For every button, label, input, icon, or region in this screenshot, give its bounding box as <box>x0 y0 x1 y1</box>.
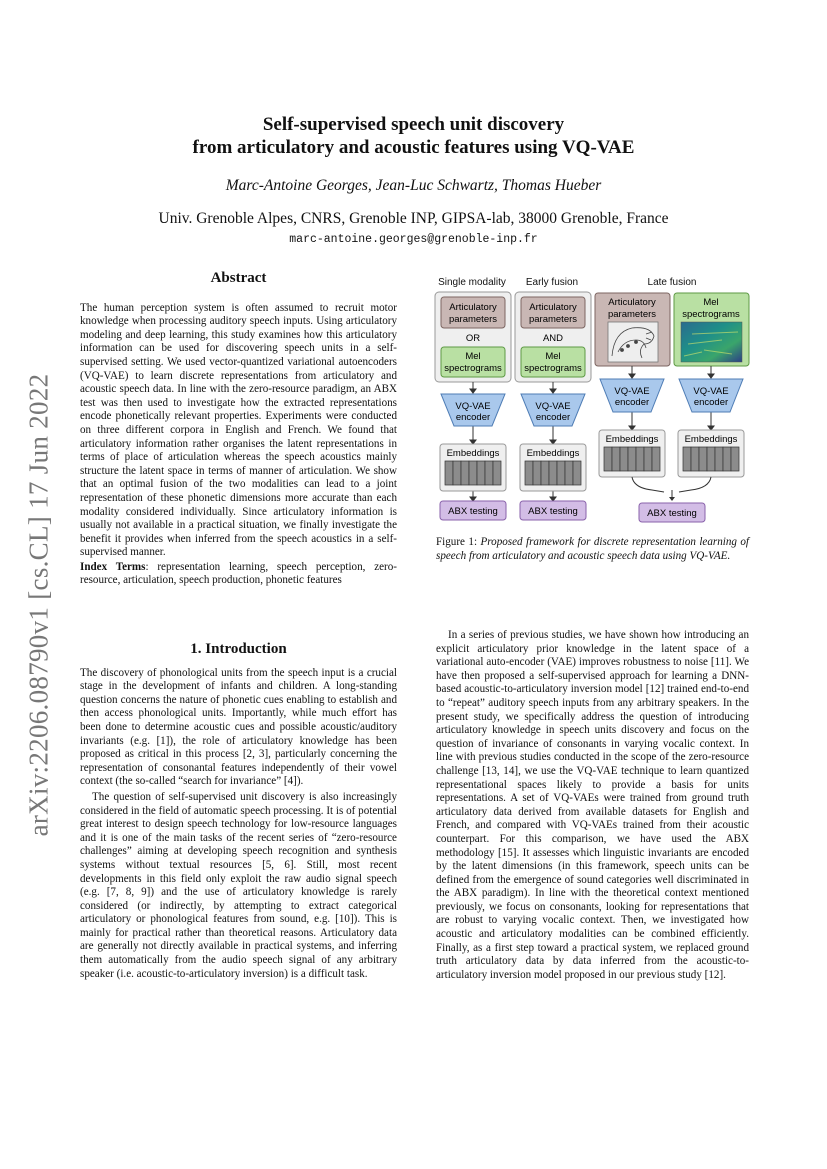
single-abx-label: ABX testing <box>448 506 498 517</box>
late-abx-label: ABX testing <box>647 508 697 519</box>
intro-paragraph-2: The question of self-supervised unit discovery is also increasingly considered in the field of automatic speech processing. It is of potential great interest to design speech technology for low-resource languages and it is one of the main tasks of the recent series of “zero-resource challenges” aiming at developing speech recognition and synthesis systems without textual resources [5, 6]. Still, most recent developments in this field only exploit the raw audio signal speech (e.g. [7, 8, 9]) and the use of articulatory knowledge is rarely considered (or indirectly, by attempting to extract categorical articulatory or phonological features from sound, e.g. [10]). This is mainly for practical rather than theoretical reasons. Articulatory data are generally not directly available in practical systems, and inferring them automatically from the audio speech signal of any arbitrary speaker (i.e. acoustic-to-articulatory inversion) is a difficult task. <box>80 790 397 980</box>
index-terms-label: Index Terms <box>80 560 146 573</box>
vocal-tract-icon <box>608 322 658 362</box>
abstract-heading: Abstract <box>210 270 267 286</box>
right-column <box>436 629 749 982</box>
late-artic-line1: Articulatory <box>608 297 656 308</box>
introduction-heading: 1. Introduction <box>190 641 287 657</box>
label-early-fusion: Early fusion <box>525 277 579 288</box>
late-fusion-arrowhead <box>669 497 675 501</box>
spectrogram-image <box>681 322 742 362</box>
single-embeddings-grid <box>445 461 501 485</box>
single-vqvae-line1: VQ-VAE <box>455 401 491 412</box>
early-embeddings-grid <box>525 461 581 485</box>
arrows <box>470 366 714 501</box>
late-mel-embeddings-label: Embeddings <box>684 434 738 445</box>
late-artic-vqvae-line1: VQ-VAE <box>614 386 650 397</box>
or-label: OR <box>465 333 481 344</box>
caption-label: Figure 1: <box>436 536 478 548</box>
late-mel-line1: Mel <box>703 297 719 308</box>
email: marc-antoine.georges@grenoble-inp.fr <box>289 233 538 246</box>
index-terms <box>80 561 397 588</box>
framework-figure <box>432 270 754 528</box>
late-artic-line2: parameters <box>607 309 657 320</box>
index-terms-text: : representation learning, speech perception, zero-resource, articulation, speech production, phonetic features <box>80 560 397 587</box>
title-line-1: Self-supervised speech unit discovery <box>262 114 565 135</box>
label-single-modality: Single modality <box>438 277 506 288</box>
late-artic-vqvae-line2: encoder <box>614 397 650 408</box>
late-artic-embeddings-grid <box>604 447 660 471</box>
arxiv-id: arXiv:2206.08790v1 [cs.CL] 17 Jun 2022 <box>23 373 54 837</box>
late-mel-line2: spectrograms <box>682 309 740 320</box>
figure-caption <box>436 536 749 563</box>
and-label: AND <box>542 333 564 344</box>
single-embeddings-label: Embeddings <box>446 448 500 459</box>
late-artic-embeddings-label: Embeddings <box>605 434 659 445</box>
title-line-2: from articulatory and acoustic features using VQ-VAE <box>192 137 635 158</box>
single-vqvae-line2: encoder <box>455 412 491 423</box>
arxiv-sidebar <box>14 365 64 845</box>
early-vqvae-line2: encoder <box>535 412 571 423</box>
late-fusion-merge <box>632 477 711 499</box>
single-mel-line1: Mel <box>465 351 481 362</box>
caption-text: Proposed framework for discrete representation learning of speech from articulatory and acoustic speech data using VQ-VAE. <box>436 536 749 562</box>
abstract-text: The human perception system is often assumed to recruit motor knowledge when processing auditory speech inputs. Using articulatory modeling and deep learning, this study examines how this articulatory information can be used for discovering speech units in a self-supervised setting. We used vector-quantized variational autoencoders (VQ-VAE) to learn discrete representations from articulatory and acoustic speech data. In line with the zero-resource paradigm, an ABX test was then used to investigate how the extracted representations encode phonetically relevant properties. Experiments were conducted on three different corpora in English and French. We found that articulatory information rather organises the latent representations in terms of place of articulation whereas the speech acoustics mainly structure the latent space in terms of manner of articulation. We show that an optimal fusion of the two modalities can lead to a joint representation of these phonetic dimensions more accurate than each modality considered individually. Since articulatory information is usually not available in a practical situation, we finally investigate the benefit it provides when inferred from the speech acoustics in a self-supervised manner. <box>80 301 397 559</box>
late-mel-embeddings-grid <box>683 447 739 471</box>
early-vqvae-line1: VQ-VAE <box>535 401 571 412</box>
paper-title <box>100 113 727 159</box>
label-late-fusion: Late fusion <box>647 277 697 288</box>
authors: Marc-Antoine Georges, Jean-Luc Schwartz, Thomas Hueber <box>225 177 602 194</box>
single-artic-line1: Articulatory <box>449 302 497 313</box>
abstract-section <box>80 272 397 588</box>
late-mel-vqvae-line2: encoder <box>693 397 729 408</box>
single-mel-line2: spectrograms <box>444 363 502 374</box>
affiliation: Univ. Grenoble Alpes, CNRS, Grenoble INP, GIPSA-lab, 38000 Grenoble, France <box>158 210 669 227</box>
early-mel-line2: spectrograms <box>524 363 582 374</box>
single-artic-line2: parameters <box>448 314 498 325</box>
intro-paragraph-1: The discovery of phonological units from the speech input is a crucial stage in the development of infants and children. A long-standing question concerns the nature of phonetic cues enabling to establish and then access phonological units. Importantly, while much effort has been done to determine acoustic cues and possible acoustic/auditory invariants (e.g. [1]), the role of articulatory knowledge has been proposed as critical in this process [2, 3], particularly concerning the representation of consonantal features independently of their vowel context (the so-called “search for invariance” [4]). <box>80 666 397 788</box>
late-mel-vqvae-line1: VQ-VAE <box>693 386 729 397</box>
early-mel-line1: Mel <box>545 351 561 362</box>
early-abx-label: ABX testing <box>528 506 578 517</box>
early-artic-line1: Articulatory <box>529 302 577 313</box>
early-embeddings-label: Embeddings <box>526 448 580 459</box>
early-artic-line2: parameters <box>528 314 578 325</box>
introduction-section <box>80 643 397 981</box>
intro-paragraph-3: In a series of previous studies, we have shown how introducing an explicit articulatory prior knowledge in the latent space of a variational auto-encoder (VAE) improves robustness to noise [11]. We have then proposed a self-supervised approach for learning a DNN-based acoustic-to-articulatory inversion model [12] trained end-to-end to “repeat” auditory speech inputs from any arbitrary speakers. In the present study, we specifically address the question of introducing articulatory knowledge in speech units discovery and focus on the question of invariance of consonants in varying vocalic context. In line with previous studies conducted in the scope of the zero-resource challenge [13, 14], we use the VQ-VAE technique to learn quantized representational spaces likely to provide a basis for units representations. A set of VQ-VAEs were trained from ground truth articulatory data derived from available datasets for English and French, and compared with VQ-VAEs trained from their acoustic counterpart. For this comparison, we have used the ABX methodology [15]. It assesses which linguistic invariants are encoded by the latent dimensions (in this framework, speech units can be defined from the emergence of sound categories well discriminated in the ABX paradigm). In line with the theoretical context mentioned previously, we focus on consonants, looking for representations that are robust to varying vocalic context. Then, we investigated how acoustic and articulatory modalities can be combined efficiently. Finally, as a first step toward a practical system, we replaced ground truth articulatory data by data inferred from the acoustic-to-articulatory inversion model proposed in our previous study [12]. <box>436 629 749 981</box>
